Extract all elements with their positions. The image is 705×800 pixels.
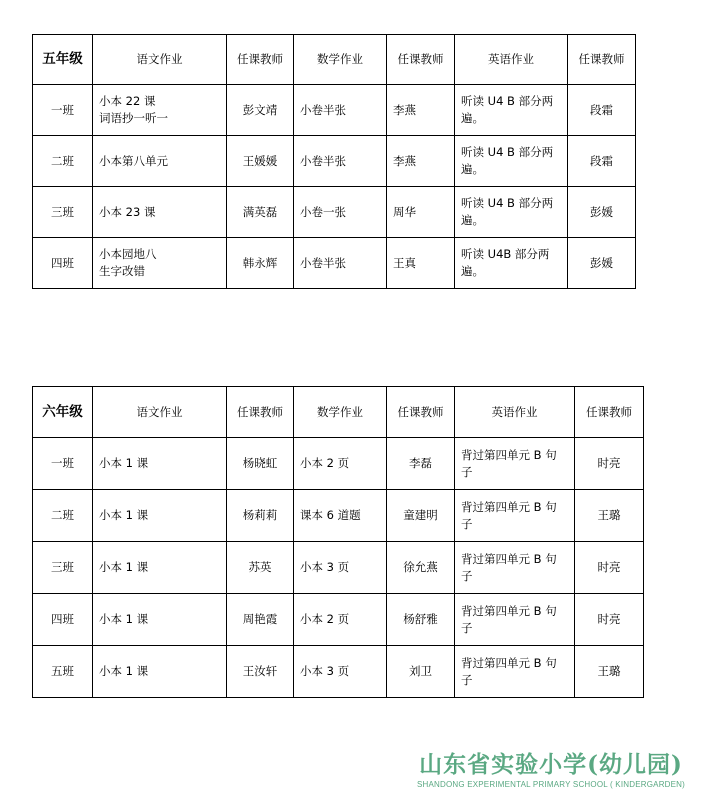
chinese-teacher: 韩永辉 [227,238,294,289]
chinese-homework: 小本 1 课 [93,594,227,646]
grade5-homework-table [32,34,636,289]
table-row [33,136,636,187]
chinese-homework: 小本 1 课 [93,646,227,698]
math-homework: 小卷一张 [294,187,387,238]
class-name: 四班 [33,594,93,646]
math-teacher: 李磊 [387,438,455,490]
math-teacher: 徐允燕 [387,542,455,594]
math-homework: 课本 6 道题 [294,490,387,542]
math-teacher: 王真 [387,238,455,289]
header-english-teacher: 任课教师 [568,35,636,85]
chinese-teacher: 周艳霞 [227,594,294,646]
header-chinese-homework: 语文作业 [93,35,227,85]
english-teacher: 段霜 [568,136,636,187]
school-name-english: SHANDONG EXPERIMENTAL PRIMARY SCHOOL ( KINDERGARDEN) [416,780,686,789]
class-name: 五班 [33,646,93,698]
chinese-homework: 小本 1 课 [93,490,227,542]
class-name: 二班 [33,136,93,187]
english-teacher: 王璐 [575,646,644,698]
table-row [33,646,644,698]
header-math-homework: 数学作业 [294,35,387,85]
english-teacher: 彭媛 [568,238,636,289]
table-row [33,542,644,594]
class-name: 三班 [33,187,93,238]
chinese-homework: 小本 22 课 词语抄一听一 [93,85,227,136]
math-homework: 小本 3 页 [294,646,387,698]
english-homework: 听读 U4 B 部分两遍。 [455,136,568,187]
english-teacher: 段霜 [568,85,636,136]
chinese-homework: 小本 23 课 [93,187,227,238]
class-name: 三班 [33,542,93,594]
chinese-homework: 小本 1 课 [93,542,227,594]
table-row [33,187,636,238]
math-homework: 小卷半张 [294,136,387,187]
english-teacher: 时亮 [575,438,644,490]
math-teacher: 杨舒雅 [387,594,455,646]
english-homework: 背过第四单元 B 句子 [455,646,575,698]
table-row [33,85,636,136]
school-name-chinese: 山东省实验小学(幼儿园) [419,751,683,778]
english-homework: 背过第四单元 B 句子 [455,490,575,542]
math-teacher: 童建明 [387,490,455,542]
grade6-homework-table [32,386,644,698]
class-name: 四班 [33,238,93,289]
english-homework: 背过第四单元 B 句子 [455,542,575,594]
chinese-homework: 小本第八单元 [93,136,227,187]
header-math-homework: 数学作业 [294,387,387,438]
math-homework: 小卷半张 [294,85,387,136]
header-english-homework: 英语作业 [455,35,568,85]
chinese-teacher: 苏英 [227,542,294,594]
chinese-teacher: 王汝轩 [227,646,294,698]
grade-label: 五年级 [33,35,93,85]
header-english-teacher: 任课教师 [575,387,644,438]
math-teacher: 李燕 [387,85,455,136]
class-name: 一班 [33,438,93,490]
chinese-homework: 小本园地八 生字改错 [93,238,227,289]
grade-label: 六年级 [33,387,93,438]
header-chinese-teacher: 任课教师 [227,35,294,85]
english-homework: 背过第四单元 B 句子 [455,438,575,490]
english-teacher: 王璐 [575,490,644,542]
english-teacher: 彭媛 [568,187,636,238]
table-row [33,594,644,646]
header-english-homework: 英语作业 [455,387,575,438]
math-teacher: 周华 [387,187,455,238]
header-chinese-teacher: 任课教师 [227,387,294,438]
chinese-teacher: 杨晓虹 [227,438,294,490]
header-chinese-homework: 语文作业 [93,387,227,438]
english-homework: 听读 U4 B 部分两遍。 [455,187,568,238]
chinese-teacher: 彭文靖 [227,85,294,136]
table-header-row [33,35,636,85]
chinese-homework: 小本 1 课 [93,438,227,490]
header-math-teacher: 任课教师 [387,387,455,438]
chinese-teacher: 满英磊 [227,187,294,238]
math-homework: 小本 3 页 [294,542,387,594]
math-homework: 小卷半张 [294,238,387,289]
class-name: 一班 [33,85,93,136]
english-homework: 背过第四单元 B 句子 [455,594,575,646]
english-homework: 听读 U4 B 部分两遍。 [455,85,568,136]
table-row [33,438,644,490]
math-teacher: 李燕 [387,136,455,187]
chinese-teacher: 王媛媛 [227,136,294,187]
table-row [33,238,636,289]
math-homework: 小本 2 页 [294,594,387,646]
math-teacher: 刘卫 [387,646,455,698]
table-row [33,490,644,542]
english-teacher: 时亮 [575,594,644,646]
english-teacher: 时亮 [575,542,644,594]
chinese-teacher: 杨莉莉 [227,490,294,542]
table-header-row [33,387,644,438]
math-homework: 小本 2 页 [294,438,387,490]
english-homework: 听读 U4B 部分两遍。 [455,238,568,289]
header-math-teacher: 任课教师 [387,35,455,85]
school-logo [405,750,697,790]
class-name: 二班 [33,490,93,542]
